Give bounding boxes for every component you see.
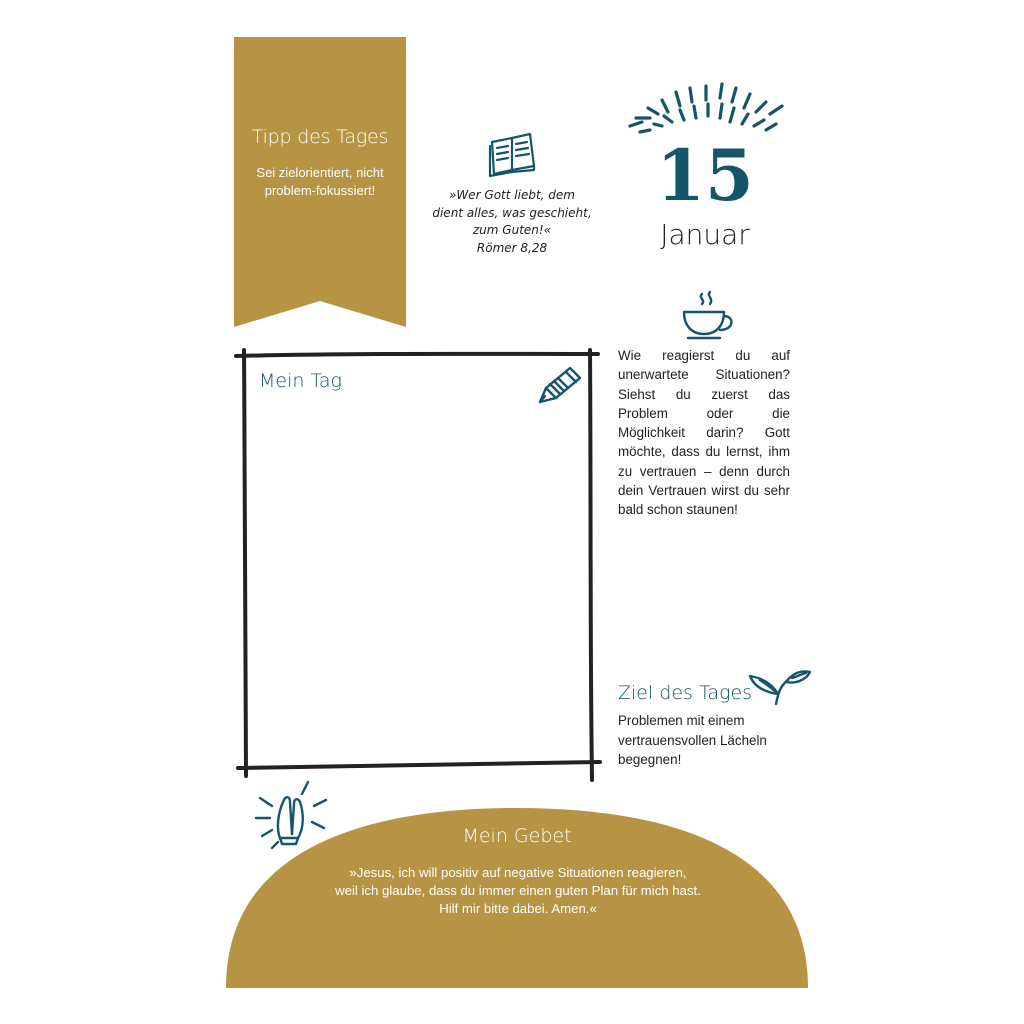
tip-banner xyxy=(234,37,406,327)
date-month: Januar xyxy=(660,218,750,251)
prayer-line-1: »Jesus, ich will positiv auf negative Situationen reagieren, xyxy=(349,865,687,880)
tip-title: Tipp des Tages xyxy=(251,126,389,148)
verse-line-1: »Wer Gott liebt, dem xyxy=(449,188,575,202)
prayer-line-3: Hilf mir bitte dabei. Amen.« xyxy=(439,901,597,916)
coffee-cup-icon xyxy=(680,290,736,342)
goal-line-1: Problemen mit einem xyxy=(618,713,745,728)
verse-line-3: zum Guten!« xyxy=(472,223,552,237)
goal-title: Ziel des Tages xyxy=(618,682,753,704)
verse-reference: Römer 8,28 xyxy=(476,240,548,255)
journal-title: Mein Tag xyxy=(259,370,342,392)
praying-hands-icon xyxy=(252,778,332,860)
goal-text xyxy=(618,711,793,770)
pencil-icon xyxy=(536,364,584,406)
journal-box xyxy=(234,348,604,784)
prayer-title: Mein Gebet xyxy=(462,825,572,847)
prayer-text xyxy=(300,864,736,918)
date-day: 15 xyxy=(656,134,754,217)
goal-line-2: vertrauensvollen Lächeln xyxy=(618,732,767,748)
sunburst-icon xyxy=(626,78,788,140)
tip-text: Sei zielorientiert, nicht problem-fokussiert! xyxy=(256,165,384,198)
verse-line-2: dient alles, was geschieht, xyxy=(432,205,592,220)
open-book-icon xyxy=(486,132,538,178)
bible-verse xyxy=(420,187,604,257)
reflection-question: Wie reagierst du auf unerwartete Situationen? Siehst du zuerst das Problem oder die Möglichkeit darin? Gott möchte, dass du lernst, ihm zu vertrauen – denn durch dein Vertrauen wirst du sehr bald schon staunen! xyxy=(618,348,790,518)
prayer-line-2: weil ich glaube, dass du immer einen guten Plan für mich hast. xyxy=(335,883,701,898)
sprout-icon xyxy=(748,664,812,706)
goal-line-3: begegnen! xyxy=(618,752,682,767)
